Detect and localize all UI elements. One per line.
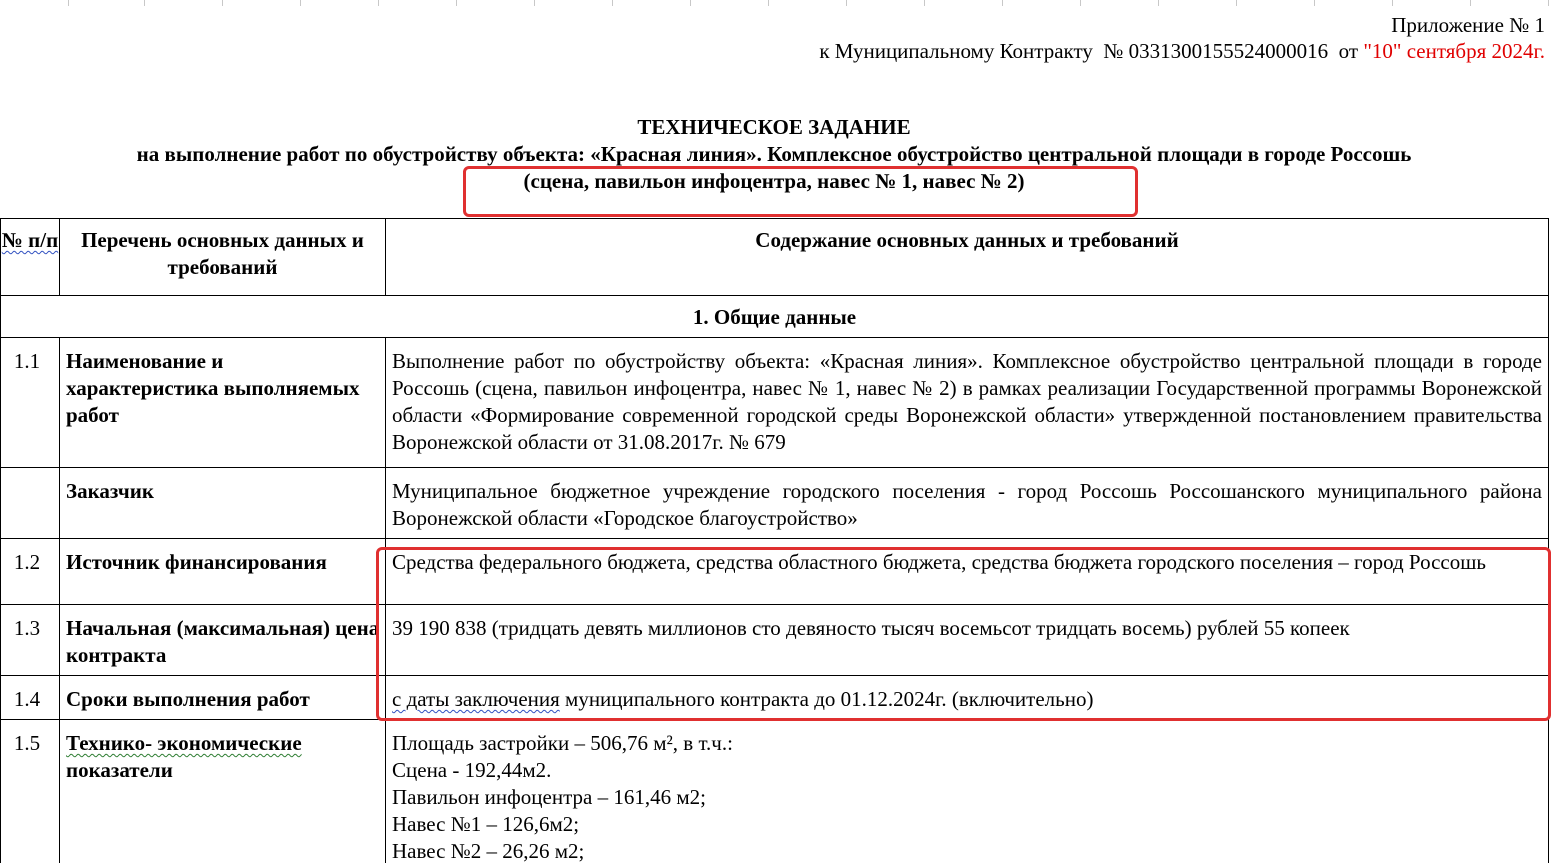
row-num: 1.5: [1, 720, 60, 863]
row-num: 1.4: [1, 676, 60, 720]
appendix-number: Приложение № 1: [1391, 13, 1545, 37]
tep-line: Павильон инфоцентра – 161,46 м2;: [392, 785, 706, 809]
row-label-underlined: Технико- экономические: [66, 731, 302, 755]
row-content: [386, 720, 1549, 863]
table-row: [1, 468, 1549, 539]
title-objects: (сцена, павильон инфоцентра, навес № 1, навес № 2): [523, 169, 1025, 193]
row-label: Наименование и характеристика выполняемых работ: [60, 338, 386, 468]
tep-line: Площадь застройки – 506,76 м², в т.ч.:: [392, 731, 733, 755]
row-num: 1.1: [1, 338, 60, 468]
tep-line: Сцена - 192,44м2.: [392, 758, 552, 782]
row-content: 39 190 838 (тридцать девять миллионов сто девяносто тысяч восемьсот тридцать восемь) рублей 55 копеек: [386, 605, 1549, 676]
header-num: № п/п: [1, 219, 60, 296]
row-content: Средства федерального бюджета, средства областного бюджета, средства бюджета городского поселения – город Россошь: [386, 539, 1549, 605]
table-header-row: [1, 219, 1549, 296]
row-num: [1, 468, 60, 539]
row-num: 1.2: [1, 539, 60, 605]
table-row: [1, 720, 1549, 863]
row-label-rest: показатели: [66, 758, 173, 782]
highlight-box-table: [376, 547, 1551, 721]
row-label: Начальная (максимальная) цена контракта: [60, 605, 386, 676]
appendix-header: [819, 12, 1545, 64]
row-label: Заказчик: [60, 468, 386, 539]
title-main: ТЕХНИЧЕСКОЕ ЗАДАНИЕ: [637, 115, 911, 139]
contract-reference: [819, 38, 1545, 64]
title-subject: на выполнение работ по обустройству объекта: «Красная линия». Комплексное обустройство центральной площади в городе Россошь: [136, 142, 1412, 166]
tep-line: Навес №1 – 126,6м2;: [392, 812, 580, 836]
row-label: Сроки выполнения работ: [60, 676, 386, 720]
contract-date: "10" сентября 2024г.: [1363, 39, 1545, 63]
row-label: Источник финансирования: [60, 539, 386, 605]
row-content: Выполнение работ по обустройству объекта: «Красная линия». Комплексное обустройство центральной площади в городе Россошь (сцена, павильон инфоцентра, навес № 1, навес № 2) в рамках реализации Государственной программы Воронежской области «Формирование современной городской среды Воронежской области» утвержденной постановлением правительства Воронежской области от 31.08.2017г. № 679: [386, 338, 1549, 468]
section-heading-row: [1, 296, 1549, 338]
row-content: Муниципальное бюджетное учреждение городского поселения - город Россошь Россошанского муниципального района Воронежской области «Городское благоустройство»: [386, 468, 1549, 539]
sheet-grid-top: [0, 0, 1559, 6]
header-list: Перечень основных данных и требований: [60, 219, 386, 296]
highlight-box-title: [463, 166, 1138, 217]
row-content-rest: муниципального контракта до 01.12.2024г. (включительно): [559, 687, 1094, 711]
table-row: [1, 338, 1549, 468]
tep-line: Навес №2 – 26,26 м2;: [392, 839, 585, 863]
row-num: 1.3: [1, 605, 60, 676]
section-heading: 1. Общие данные: [1, 296, 1549, 338]
row-label: [60, 720, 386, 863]
header-content: Содержание основных данных и требований: [386, 219, 1549, 296]
row-content-underlined: с даты заключения: [392, 687, 560, 711]
contract-reference-text: к Муниципальному Контракту № 0331300155524000016 от: [819, 39, 1364, 63]
spec-table: [0, 218, 1549, 863]
